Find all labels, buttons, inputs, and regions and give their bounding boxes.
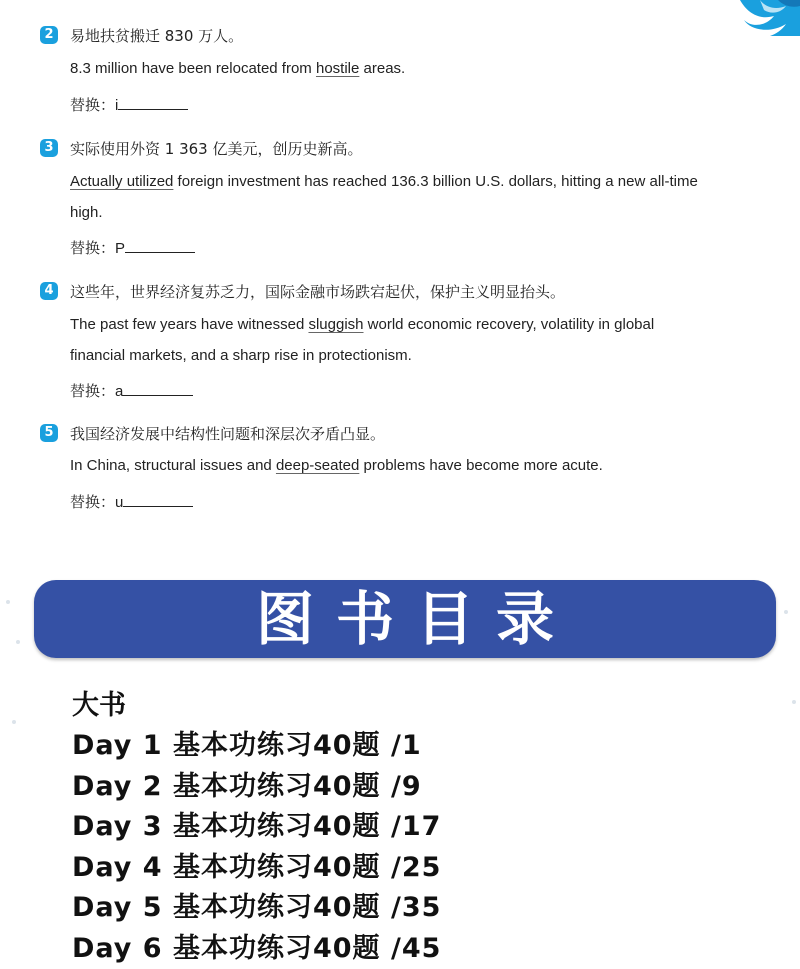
toc-entry: Day 4 基本功练习40题 /25 — [72, 848, 772, 889]
sentence-text: world economic recovery, volatility in global financial markets, and a sharp rise in protectionism. — [70, 316, 654, 364]
toc-entry: Day 6 基本功练习40题 /45 — [72, 929, 772, 969]
answer-blank — [123, 381, 193, 396]
answer-blank — [118, 95, 188, 110]
toc-entry: Day 2 基本功练习40题 /9 — [72, 767, 772, 808]
exercise-chinese-sentence: 这些年，世界经济复苏乏力，国际金融市场跌宕起伏，保护主义明显抬头。 — [70, 281, 565, 302]
table-of-contents — [72, 686, 772, 969]
replace-label: 替换： — [70, 97, 115, 114]
exercise-chinese-sentence: 易地扶贫搬迁 830 万人。 — [70, 25, 243, 46]
decorative-dot — [12, 720, 16, 724]
answer-blank — [125, 238, 195, 253]
sentence-text: 8.3 million have been relocated from — [70, 60, 316, 77]
decorative-dot — [792, 700, 796, 704]
replace-label: 替换： — [70, 240, 115, 257]
sentence-text: In China, structural issues and — [70, 457, 276, 474]
replace-hint: P — [115, 240, 125, 257]
answer-blank — [123, 492, 193, 507]
replace-label: 替换： — [70, 494, 115, 511]
exercise-number-badge: 4 — [40, 282, 58, 300]
underlined-phrase: hostile — [316, 60, 359, 77]
underlined-phrase: deep-seated — [276, 457, 359, 474]
replace-hint: u — [115, 494, 123, 511]
sentence-text: foreign investment has reached 136.3 billion U.S. dollars, hitting a new all-time high. — [70, 173, 698, 221]
exercise-english-sentence — [70, 166, 710, 228]
sentence-text: The past few years have witnessed — [70, 316, 308, 333]
underlined-phrase: Actually utilized — [70, 173, 173, 190]
replace-label: 替换： — [70, 383, 115, 400]
banner-title: 图书目录 — [34, 580, 776, 658]
exercise-english-sentence — [70, 309, 710, 371]
exercise-english-sentence — [70, 450, 710, 481]
exercise-chinese-sentence: 实际使用外资 1 363 亿美元，创历史新高。 — [70, 138, 362, 159]
exercise-chinese-sentence: 我国经济发展中结构性问题和深层次矛盾凸显。 — [70, 423, 385, 444]
sentence-text: areas. — [359, 60, 405, 77]
exercise-number-badge: 5 — [40, 424, 58, 442]
replace-hint: i — [115, 97, 118, 114]
toc-heading: 大书 — [72, 686, 772, 726]
toc-entry: Day 5 基本功练习40题 /35 — [72, 888, 772, 929]
toc-entry: Day 1 基本功练习40题 /1 — [72, 726, 772, 767]
exercise-english-sentence — [70, 53, 710, 84]
decorative-dot — [16, 640, 20, 644]
underlined-phrase: sluggish — [308, 316, 363, 333]
replace-prompt — [70, 237, 195, 258]
section-banner — [34, 580, 776, 658]
replace-hint: a — [115, 383, 123, 400]
exercise-number-badge: 3 — [40, 139, 58, 157]
decorative-dot — [6, 600, 10, 604]
toc-entry: Day 3 基本功练习40题 /17 — [72, 807, 772, 848]
exercise-number-badge: 2 — [40, 26, 58, 44]
sentence-text: problems have become more acute. — [359, 457, 602, 474]
blue-swirl-logo-icon — [730, 0, 800, 36]
decorative-dot — [784, 610, 788, 614]
replace-prompt — [70, 380, 193, 401]
replace-prompt — [70, 94, 188, 115]
replace-prompt — [70, 491, 193, 512]
